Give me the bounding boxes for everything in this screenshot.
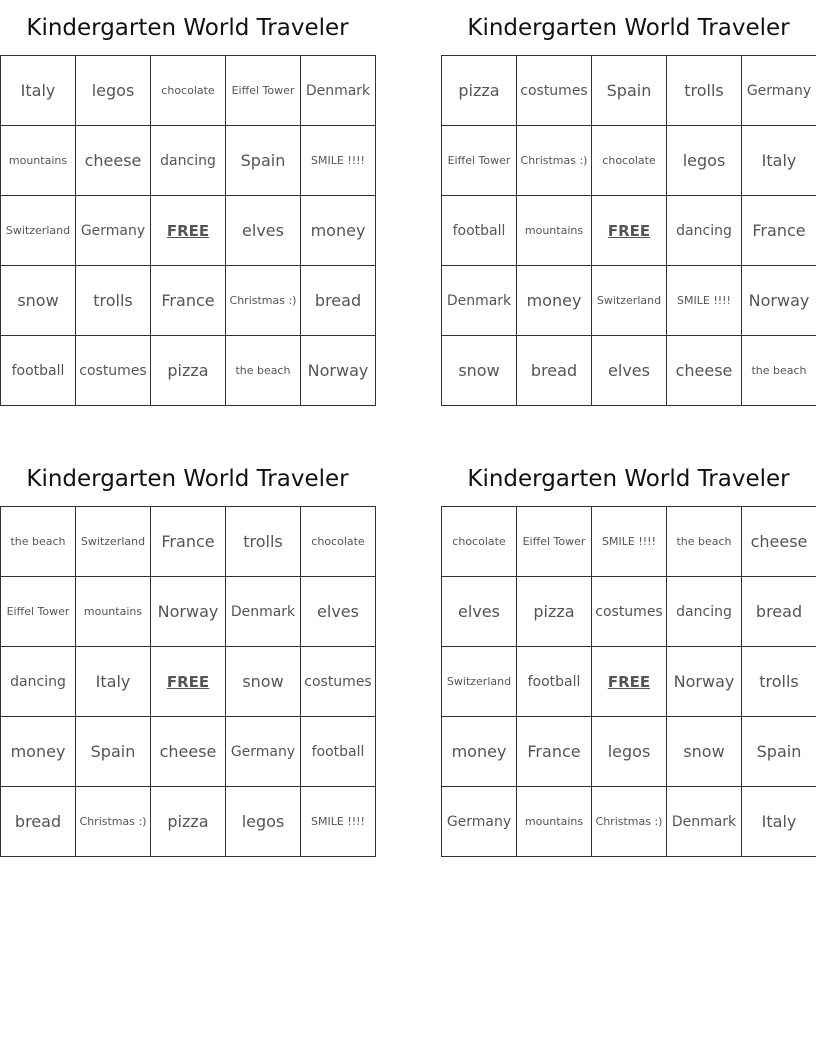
free-space: FREE: [151, 647, 226, 717]
bingo-cell: Germany: [442, 787, 517, 857]
bingo-cell: Switzerland: [442, 647, 517, 717]
grid-row: [442, 717, 816, 787]
bingo-grid: [441, 55, 816, 406]
grid-row: [1, 56, 376, 126]
bingo-cell: Italy: [76, 647, 151, 717]
bingo-cell: elves: [226, 196, 301, 266]
card-title: Kindergarten World Traveler: [26, 466, 349, 492]
bingo-cell: Spain: [592, 56, 667, 126]
bingo-cell: legos: [76, 56, 151, 126]
bingo-cell: the beach: [226, 336, 301, 406]
bingo-cell: legos: [667, 126, 742, 196]
grid-row: [442, 266, 816, 336]
bingo-cell: chocolate: [301, 507, 376, 577]
bingo-cell: Germany: [742, 56, 816, 126]
bingo-cell: snow: [1, 266, 76, 336]
bingo-cell: football: [301, 717, 376, 787]
free-space: FREE: [592, 647, 667, 717]
grid-row: [1, 196, 376, 266]
bingo-cell: legos: [592, 717, 667, 787]
bingo-cell: Christmas :): [76, 787, 151, 857]
bingo-cell: mountains: [517, 787, 592, 857]
bingo-cell: the beach: [1, 507, 76, 577]
bingo-cell: costumes: [592, 577, 667, 647]
bingo-cell: trolls: [742, 647, 816, 717]
bingo-cell: dancing: [667, 577, 742, 647]
bingo-cell: mountains: [517, 196, 592, 266]
bingo-cell: pizza: [442, 56, 517, 126]
bingo-cell: Denmark: [667, 787, 742, 857]
bingo-cell: Switzerland: [592, 266, 667, 336]
bingo-cell: Germany: [76, 196, 151, 266]
bingo-cell: football: [517, 647, 592, 717]
bingo-cell: Germany: [226, 717, 301, 787]
bingo-cell: money: [301, 196, 376, 266]
grid-row: [1, 787, 376, 857]
bingo-cell: SMILE !!!!: [667, 266, 742, 336]
bingo-cell: mountains: [1, 126, 76, 196]
grid-row: [1, 507, 376, 577]
bingo-cell: pizza: [151, 787, 226, 857]
bingo-cell: Italy: [742, 787, 816, 857]
bingo-cell: Switzerland: [76, 507, 151, 577]
bingo-cell: bread: [1, 787, 76, 857]
bingo-cell: trolls: [667, 56, 742, 126]
bingo-cell: costumes: [517, 56, 592, 126]
bingo-cell: Denmark: [301, 56, 376, 126]
bingo-cell: Spain: [226, 126, 301, 196]
card-title: Kindergarten World Traveler: [467, 15, 790, 41]
bingo-cell: money: [517, 266, 592, 336]
bingo-cell: Eiffel Tower: [1, 577, 76, 647]
bingo-cell: elves: [592, 336, 667, 406]
free-space: FREE: [592, 196, 667, 266]
bingo-cell: costumes: [301, 647, 376, 717]
card-title: Kindergarten World Traveler: [467, 466, 790, 492]
bingo-cell: cheese: [76, 126, 151, 196]
grid-row: [1, 647, 376, 717]
bingo-grid: [0, 55, 376, 406]
bingo-cell: dancing: [151, 126, 226, 196]
bingo-cell: Christmas :): [517, 126, 592, 196]
bingo-cell: mountains: [76, 577, 151, 647]
bingo-cell: trolls: [76, 266, 151, 336]
bingo-cell: snow: [442, 336, 517, 406]
bingo-cell: Italy: [1, 56, 76, 126]
bingo-cell: chocolate: [151, 56, 226, 126]
bingo-cell: SMILE !!!!: [301, 126, 376, 196]
bingo-cell: cheese: [742, 507, 816, 577]
bingo-cell: bread: [742, 577, 816, 647]
bingo-cell: pizza: [151, 336, 226, 406]
bingo-cell: Norway: [301, 336, 376, 406]
bingo-cell: snow: [226, 647, 301, 717]
grid-row: [442, 507, 816, 577]
bingo-card-2: [441, 0, 816, 406]
grid-row: [442, 336, 816, 406]
grid-row: [442, 577, 816, 647]
bingo-cell: chocolate: [592, 126, 667, 196]
bingo-cell: France: [151, 507, 226, 577]
bingo-cell: France: [517, 717, 592, 787]
bingo-cell: Norway: [667, 647, 742, 717]
bingo-cell: Eiffel Tower: [517, 507, 592, 577]
bingo-cell: legos: [226, 787, 301, 857]
card-title: Kindergarten World Traveler: [26, 15, 349, 41]
free-space: FREE: [151, 196, 226, 266]
bingo-cell: Spain: [742, 717, 816, 787]
bingo-cell: money: [442, 717, 517, 787]
grid-row: [442, 647, 816, 717]
grid-row: [1, 336, 376, 406]
bingo-cell: pizza: [517, 577, 592, 647]
bingo-cell: Christmas :): [226, 266, 301, 336]
bingo-cell: Christmas :): [592, 787, 667, 857]
bingo-cell: snow: [667, 717, 742, 787]
grid-row: [1, 577, 376, 647]
bingo-cell: elves: [442, 577, 517, 647]
grid-row: [442, 787, 816, 857]
bingo-cell: chocolate: [442, 507, 517, 577]
bingo-cell: Eiffel Tower: [442, 126, 517, 196]
grid-row: [442, 126, 816, 196]
bingo-cell: SMILE !!!!: [301, 787, 376, 857]
bingo-card-1: [0, 0, 375, 406]
grid-row: [442, 196, 816, 266]
bingo-card-4: [441, 451, 816, 857]
bingo-cell: SMILE !!!!: [592, 507, 667, 577]
bingo-cell: Norway: [742, 266, 816, 336]
bingo-grid: [441, 506, 816, 857]
bingo-cell: money: [1, 717, 76, 787]
bingo-cell: cheese: [151, 717, 226, 787]
bingo-cell: football: [1, 336, 76, 406]
grid-row: [1, 717, 376, 787]
bingo-cell: cheese: [667, 336, 742, 406]
bingo-cell: elves: [301, 577, 376, 647]
bingo-cell: Norway: [151, 577, 226, 647]
grid-row: [442, 56, 816, 126]
bingo-cell: trolls: [226, 507, 301, 577]
bingo-cell: Denmark: [226, 577, 301, 647]
bingo-cell: costumes: [76, 336, 151, 406]
bingo-card-3: [0, 451, 375, 857]
bingo-cell: bread: [517, 336, 592, 406]
bingo-cell: Denmark: [442, 266, 517, 336]
bingo-cell: Switzerland: [1, 196, 76, 266]
bingo-cell: bread: [301, 266, 376, 336]
bingo-cell: football: [442, 196, 517, 266]
bingo-cell: France: [742, 196, 816, 266]
bingo-cell: Eiffel Tower: [226, 56, 301, 126]
bingo-cell: Italy: [742, 126, 816, 196]
bingo-cell: the beach: [667, 507, 742, 577]
bingo-cell: the beach: [742, 336, 816, 406]
bingo-cell: France: [151, 266, 226, 336]
bingo-grid: [0, 506, 376, 857]
bingo-cell: Spain: [76, 717, 151, 787]
bingo-cell: dancing: [1, 647, 76, 717]
grid-row: [1, 126, 376, 196]
grid-row: [1, 266, 376, 336]
bingo-cell: dancing: [667, 196, 742, 266]
